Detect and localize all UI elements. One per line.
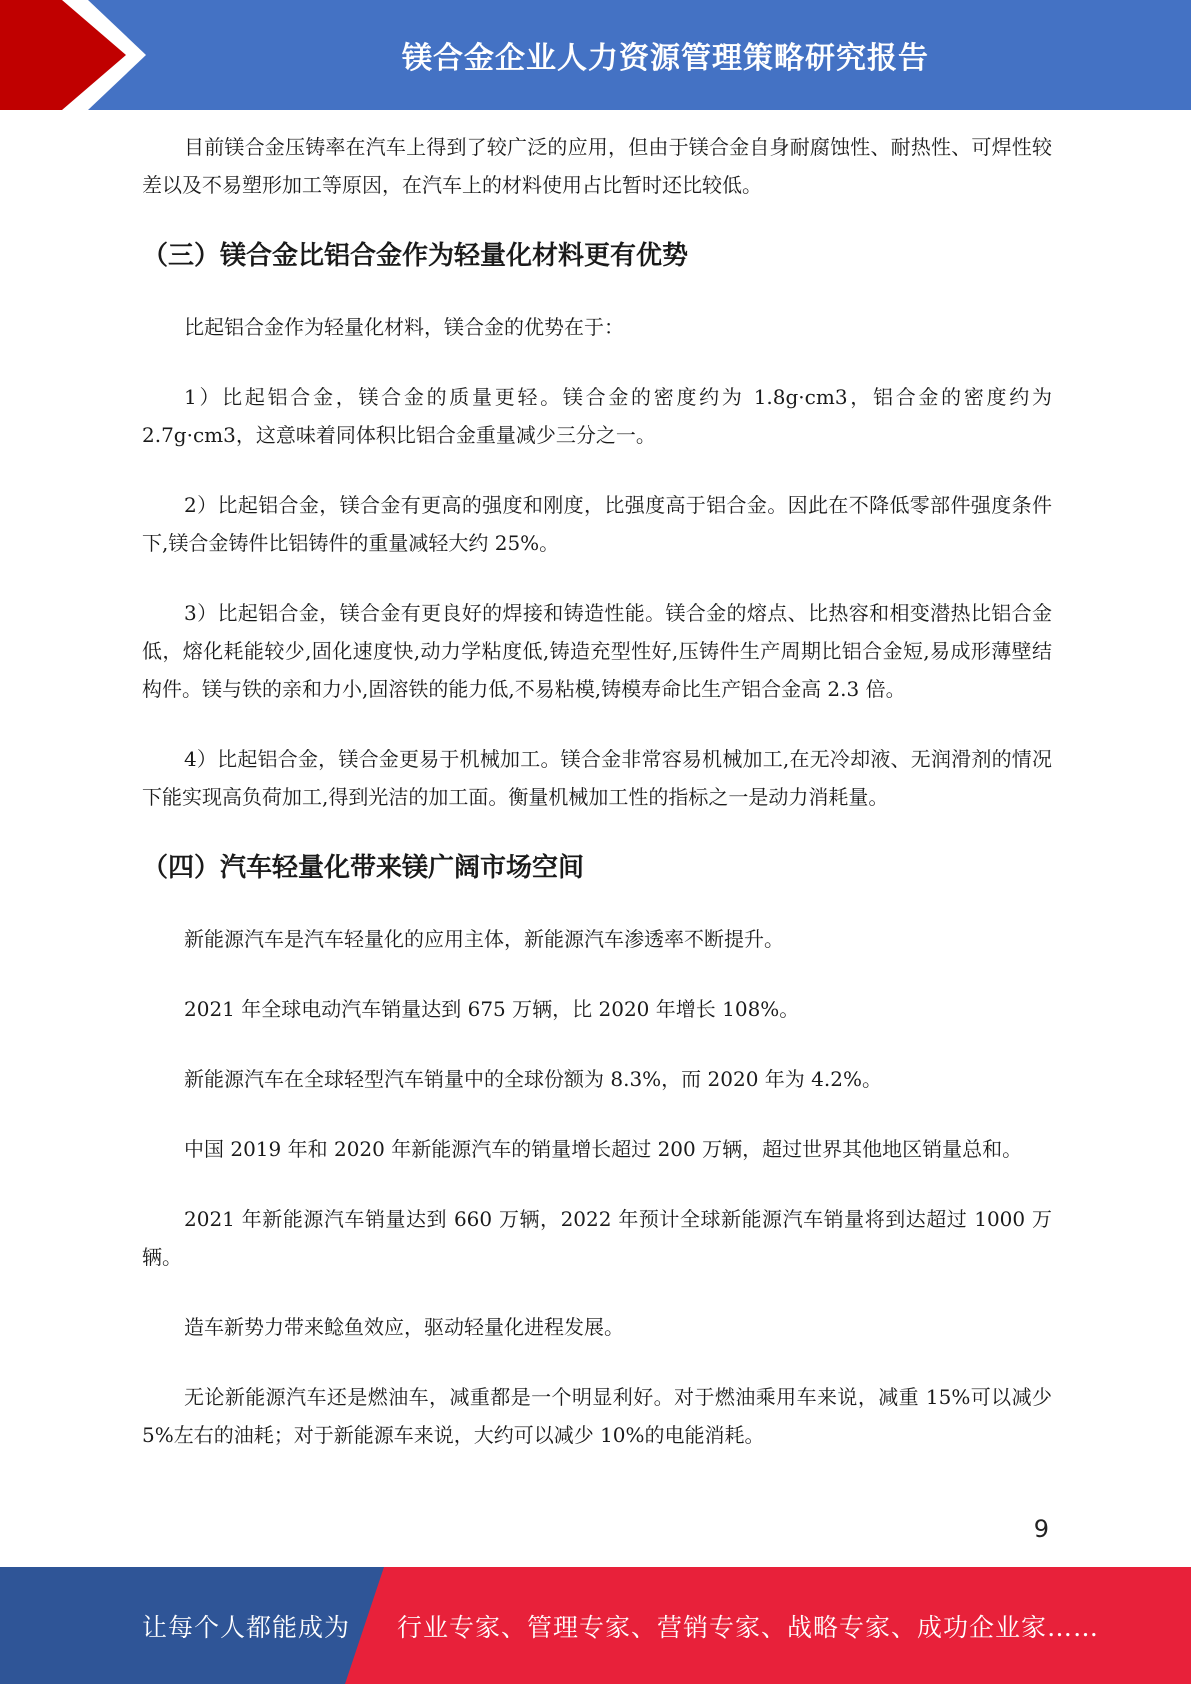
section-4-paragraph: 中国 2019 年和 2020 年新能源汽车的销量增长超过 200 万辆，超过世界其他地区销量总和。 [184,1137,1023,1161]
section-4-heading: （四）汽车轻量化带来镁广阔市场空间 [142,853,585,883]
section-3-heading: （三）镁合金比铝合金作为轻量化材料更有优势 [142,241,689,271]
section-4-paragraph: 新能源汽车是汽车轻量化的应用主体，新能源汽车渗透率不断提升。 [184,927,784,951]
section-4-paragraph: 2021 年新能源汽车销量达到 660 万辆，2022 年预计全球新能源汽车销量将到达超过 1000 万辆。 [142,1207,1052,1269]
section-3-paragraph: 1）比起铝合金，镁合金的质量更轻。镁合金的密度约为 1.8g·cm3，铝合金的密度约为 2.7g·cm3，这意味着同体积比铝合金重量减少三分之一。 [142,385,1052,447]
header-chevron-decoration [0,0,160,110]
page-number: 9 [1033,1515,1049,1543]
page-header [0,0,1191,110]
section-4-paragraph: 无论新能源汽车还是燃油车，减重都是一个明显利好。对于燃油乘用车来说，减重 15%可以减少 5%左右的油耗；对于新能源车来说，大约可以减少 10%的电能消耗。 [142,1385,1052,1447]
report-title: 镁合金企业人力资源管理策略研究报告 [402,41,929,76]
section-3-paragraph: 2）比起铝合金，镁合金有更高的强度和刚度，比强度高于铝合金。因此在不降低零部件强度条件下,镁合金铸件比铝铸件的重量减轻大约 25%。 [142,493,1052,555]
section-4-paragraph: 2021 年全球电动汽车销量达到 675 万辆，比 2020 年增长 108%。 [184,997,800,1021]
page-footer [0,1567,1191,1684]
section-3-paragraph: 3）比起铝合金，镁合金有更良好的焊接和铸造性能。镁合金的熔点、比热容和相变潜热比铝合金低，熔化耗能较少,固化速度快,动力学粘度低,铸造充型性好,压铸件生产周期比铝合金短,易成形薄壁结构件。镁与铁的亲和力小,固溶铁的能力低,不易粘模,铸模寿命比生产铝合金高 2.3 倍。 [142,601,1052,701]
section-3-paragraph: 比起铝合金作为轻量化材料，镁合金的优势在于： [184,315,624,339]
intro-paragraph: 目前镁合金压铸率在汽车上得到了较广泛的应用，但由于镁合金自身耐腐蚀性、耐热性、可焊性较差以及不易塑形加工等原因，在汽车上的材料使用占比暂时还比较低。 [142,135,1052,197]
section-3-paragraph: 4）比起铝合金，镁合金更易于机械加工。镁合金非常容易机械加工,在无冷却液、无润滑剂的情况下能实现高负荷加工,得到光洁的加工面。衡量机械加工性的指标之一是动力消耗量。 [142,747,1052,809]
footer-slogan-left: 让每个人都能成为 [142,1612,351,1642]
section-4-paragraph: 新能源汽车在全球轻型汽车销量中的全球份额为 8.3%，而 2020 年为 4.2%。 [184,1067,882,1091]
footer-slogan-right: 行业专家、管理专家、营销专家、战略专家、成功企业家…… [397,1612,1100,1642]
page-content [142,128,1052,1486]
section-4-paragraph: 造车新势力带来鲶鱼效应，驱动轻量化进程发展。 [184,1315,624,1339]
